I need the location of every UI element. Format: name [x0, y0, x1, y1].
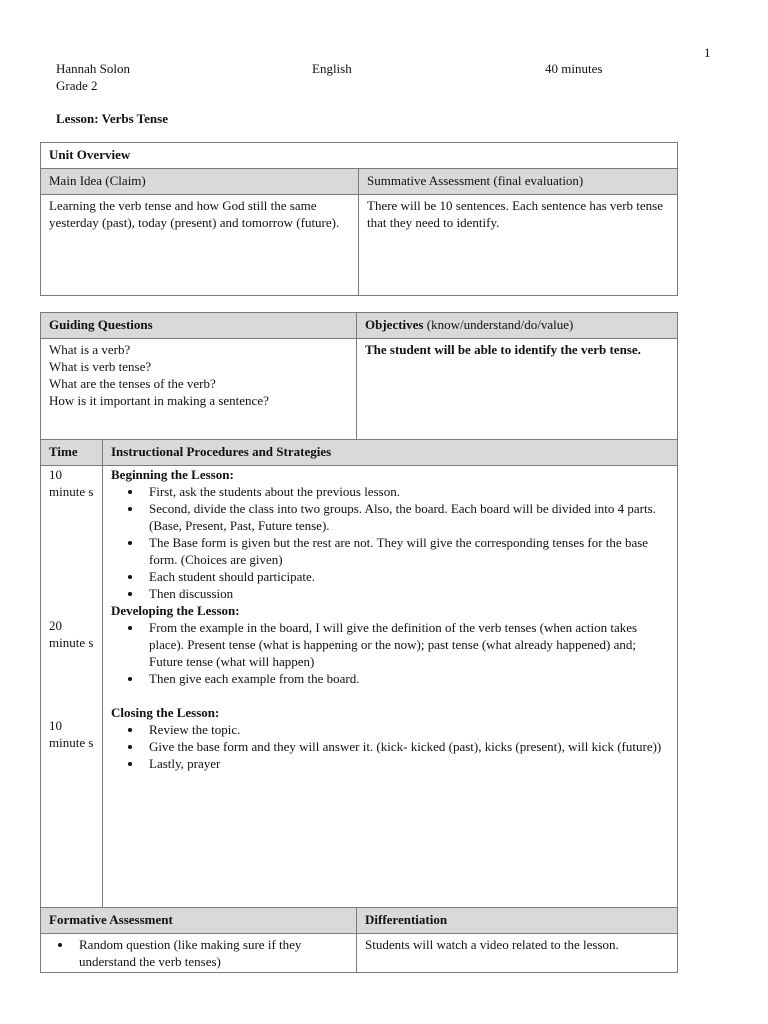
list-item: • Each student should participate.: [143, 568, 669, 585]
list-item: • The Base form is given but the rest are not. They will give the corresponding tenses for the base form. (Choices are given): [143, 534, 669, 568]
main-idea-text: Learning the verb tense and how God still the same yesterday (past), today (present) and tomorrow (future).: [41, 195, 359, 296]
formative-list: [49, 936, 348, 970]
main-idea-label: Main Idea (Claim): [41, 169, 359, 195]
list-item: • Then discussion: [143, 585, 669, 602]
list-item: • Random question (like making sure if they understand the verb tenses): [73, 936, 348, 970]
list-item: • Second, divide the class into two groups. Also, the board. Each board will be divided into 4 parts. (Base, Present, Past, Future tense).: [143, 500, 669, 534]
question-item: What is a verb?: [49, 342, 131, 357]
duration: 40 minutes: [545, 61, 603, 76]
lesson-title: Lesson: Verbs Tense: [56, 111, 168, 126]
list-item: • Review the topic.: [143, 721, 669, 738]
guiding-questions-list: [41, 339, 357, 440]
objectives-sub: (know/understand/do/value): [423, 317, 574, 332]
formative-assessment-label: Formative Assessment: [41, 908, 357, 934]
time-slot-3: 10 minute s: [49, 718, 94, 750]
procedures-title: Instructional Procedures and Strategies: [103, 440, 678, 466]
developing-label: Developing the Lesson:: [111, 603, 240, 618]
list-item: • Then give each example from the board.: [143, 670, 669, 687]
time-label: Time: [41, 440, 103, 466]
closing-label: Closing the Lesson:: [111, 705, 220, 720]
list-item: • From the example in the board, I will give the definition of the verb tenses (when action takes place). Present tense (what is happening or the now); past tense (what already happened) and; Future tense (what will happen): [143, 619, 669, 670]
differentiation-text: Students will watch a video related to the lesson.: [357, 934, 678, 973]
closing-list: [111, 721, 669, 772]
question-item: How is it important in making a sentence?: [49, 393, 269, 408]
guiding-questions-label: Guiding Questions: [41, 313, 357, 339]
grade: Grade 2: [56, 78, 98, 93]
formative-assessment-cell: [41, 934, 357, 973]
time-slot-2: 20 minute s: [49, 618, 94, 650]
question-item: What are the tenses of the verb?: [49, 376, 216, 391]
time-column: [41, 466, 103, 908]
question-item: What is verb tense?: [49, 359, 152, 374]
list-item: • Give the base form and they will answer it. (kick- kicked (past), kicks (present), will kick (future)): [143, 738, 669, 755]
differentiation-label: Differentiation: [357, 908, 678, 934]
subject: English: [312, 61, 352, 76]
list-item: • First, ask the students about the previous lesson.: [143, 483, 669, 500]
developing-list: [111, 619, 669, 687]
unit-overview-title: Unit Overview: [41, 143, 678, 169]
lesson-plan-table: [40, 312, 678, 973]
procedures-body: [103, 466, 678, 908]
objectives-label: Objectives: [365, 317, 424, 332]
summative-label: Summative Assessment (final evaluation): [359, 169, 678, 195]
author-name: Hannah Solon: [56, 61, 131, 76]
unit-overview-table: [40, 142, 678, 296]
page-number: 1: [704, 45, 711, 60]
beginning-list: [111, 483, 669, 602]
objectives-header: [357, 313, 678, 339]
list-item: • Lastly, prayer: [143, 755, 669, 772]
time-slot-1: 10 minute s: [49, 467, 94, 499]
beginning-label: Beginning the Lesson:: [111, 467, 234, 482]
objective-text: The student will be able to identify the verb tense.: [357, 339, 678, 440]
summative-text: There will be 10 sentences. Each sentence has verb tense that they need to identify.: [359, 195, 678, 296]
